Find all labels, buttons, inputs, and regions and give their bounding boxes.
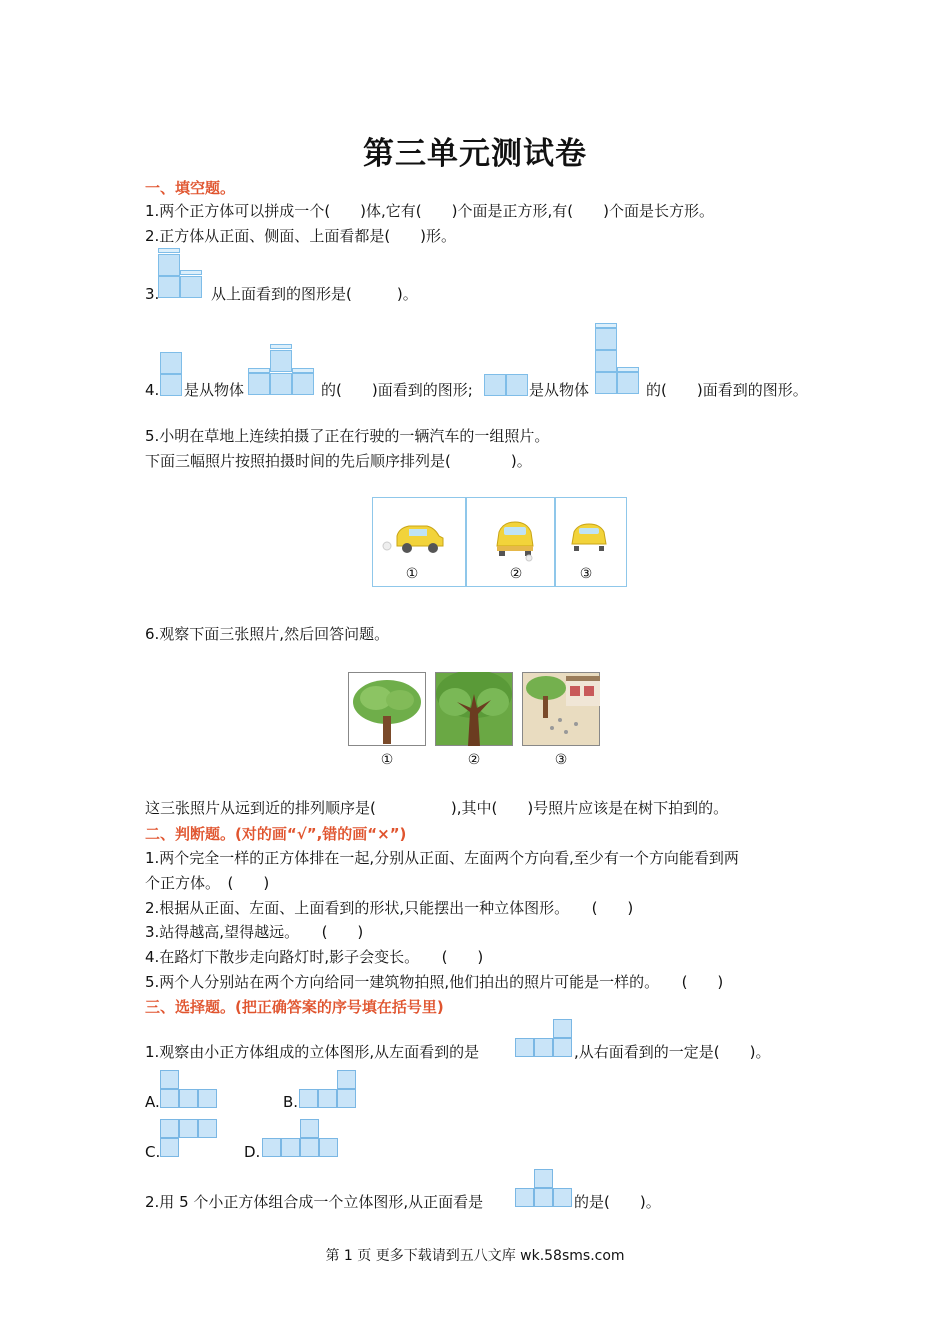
cube-figure-q4-a [248, 344, 318, 396]
tree-photo-label-2: ② [467, 752, 481, 768]
page-title: 第三单元测试卷 [363, 136, 587, 172]
question-1-4-text-b: 的( )面看到的图形; [321, 381, 473, 399]
car-photo-label-3: ③ [579, 566, 593, 582]
question-1-5-line-2: 下面三幅照片按照拍摄时间的先后顺序排列是( )。 [145, 452, 532, 470]
section-2-heading: 二、判断题。(对的画“√”,错的画“×”) [145, 825, 407, 843]
car-front-icon [493, 516, 537, 562]
question-1-4-text-c: 是从物体 [529, 381, 590, 399]
judge-item-1a: 1.两个完全一样的正方体排在一起,分别从正面、左面两个方向看,至少有一个方向能看到两 [145, 849, 739, 867]
front-view-figure [515, 1169, 572, 1207]
car-side-icon [379, 518, 449, 556]
car-photo-label-1: ① [405, 566, 419, 582]
option-b-label[interactable]: B. [283, 1093, 299, 1111]
option-b-figure[interactable] [299, 1070, 356, 1108]
square-view-q4-a [160, 352, 182, 396]
judge-item-3: 3.站得越高,望得越远。 ( ) [145, 923, 364, 941]
tree-photo-1 [348, 672, 426, 746]
question-1-4-number: 4. [145, 381, 160, 399]
tree-photo-3 [522, 672, 600, 746]
question-1-1: 1.两个正方体可以拼成一个( )体,它有( )个面是正方形,有( )个面是长方形。 [145, 202, 714, 220]
choice-question-2-b: 的是( )。 [574, 1193, 661, 1211]
option-c-figure[interactable] [160, 1119, 217, 1157]
page-footer: 第 1 页 更多下载请到五八文库 wk.58sms.com [325, 1248, 625, 1264]
cube-figure-q4-b [595, 323, 645, 396]
judge-item-5: 5.两个人分别站在两个方向给同一建筑物拍照,他们拍出的照片可能是一样的。 ( ) [145, 973, 724, 991]
option-a-label[interactable]: A. [145, 1093, 160, 1111]
tree-photo-label-1: ① [380, 752, 394, 768]
car-photo-label-2: ② [509, 566, 523, 582]
section-1-heading: 一、填空题。 [145, 179, 236, 197]
square-view-q4-b [484, 374, 528, 396]
tree-photo-2 [435, 672, 513, 746]
option-a-figure[interactable] [160, 1070, 217, 1108]
question-1-5-line-1: 5.小明在草地上连续拍摄了正在行驶的一辆汽车的一组照片。 [145, 427, 550, 445]
question-1-4-text-a: 是从物体 [184, 381, 245, 399]
choice-question-2-a: 2.用 5 个小正方体组合成一个立体图形,从正面看是 [145, 1193, 484, 1211]
left-view-figure [515, 1019, 573, 1057]
car-photo-strip [372, 497, 627, 587]
question-1-3-text: 从上面看到的图形是( )。 [211, 285, 418, 303]
tree-photo-label-3: ③ [554, 752, 568, 768]
judge-item-1b: 个正方体。 ( ) [145, 874, 270, 892]
car-front-small-icon [569, 520, 609, 554]
choice-question-1-b: ,从右面看到的一定是( )。 [574, 1043, 771, 1061]
choice-question-1-a: 1.观察由小正方体组成的立体图形,从左面看到的是 [145, 1043, 480, 1061]
question-1-3-number: 3. [145, 285, 160, 303]
question-1-4-text-d: 的( )面看到的图形。 [646, 381, 808, 399]
judge-item-4: 4.在路灯下散步走向路灯时,影子会变长。 ( ) [145, 948, 484, 966]
option-d-figure[interactable] [262, 1119, 338, 1157]
judge-item-2: 2.根据从正面、左面、上面看到的形状,只能摆出一种立体图形。 ( ) [145, 899, 634, 917]
option-d-label[interactable]: D. [244, 1143, 261, 1161]
question-1-6-answer: 这三张照片从远到近的排列顺序是( ),其中( )号照片应该是在树下拍到的。 [145, 799, 729, 817]
question-1-2: 2.正方体从正面、侧面、上面看都是( )形。 [145, 227, 457, 245]
question-1-6: 6.观察下面三张照片,然后回答问题。 [145, 625, 390, 643]
section-3-heading: 三、选择题。(把正确答案的序号填在括号里) [145, 998, 444, 1016]
option-c-label[interactable]: C. [145, 1143, 161, 1161]
cube-figure-q3 [158, 248, 210, 300]
